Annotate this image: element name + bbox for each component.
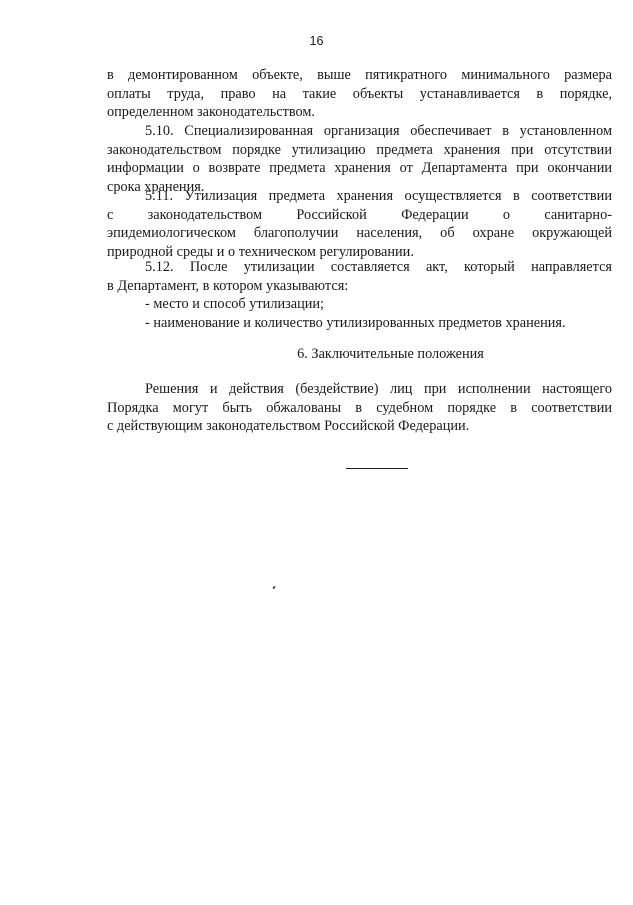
- text-line: 5.12. После утилизации составляется акт, который направляется: [145, 259, 612, 275]
- closing-rule: [346, 468, 408, 469]
- text-line: Порядка могут быть обжалованы в судебном порядке в соответствии: [107, 399, 612, 416]
- section-heading: 6. Заключительные положения: [297, 346, 484, 362]
- text-line: с законодательством Российской Федерации о санитарно-: [107, 206, 612, 223]
- paragraph-continuation: [107, 66, 612, 122]
- text-line: Решения и действия (бездействие) лиц при исполнении настоящего: [145, 381, 612, 397]
- paragraph-5-11: [107, 187, 612, 261]
- text-line: 5.10. Специализированная организация обеспечивает в установленном: [145, 123, 612, 139]
- text-line: в Департамент, в котором указываются:: [107, 277, 349, 294]
- paragraph-final: [107, 380, 612, 436]
- text-line: с действующим законодательством Российской Федерации.: [107, 418, 470, 435]
- text-line: природной среды и о техническом регулировании.: [107, 243, 414, 260]
- paragraph-5-12: [107, 258, 612, 332]
- list-item: - место и способ утилизации;: [145, 296, 325, 313]
- paragraph-5-10: [107, 122, 612, 196]
- scan-artifact: [272, 586, 275, 590]
- text-line: 5.11. Утилизация предмета хранения осуществляется в соответствии: [145, 188, 612, 204]
- text-line: эпидемиологическом благополучии населения, об охране окружающей: [107, 225, 612, 242]
- text-line: определенном законодательством.: [107, 104, 315, 121]
- text-line: срока хранения.: [107, 178, 205, 195]
- text-line: в демонтированном объекте, выше пятикратного минимального размера: [107, 67, 612, 83]
- text-line: оплаты труда, право на такие объекты устанавливается в порядке,: [107, 85, 612, 102]
- text-line: информации о возврате предмета хранения от Департамента при окончании: [107, 160, 612, 177]
- text-line: законодательством порядке утилизацию предмета хранения при отсутствии: [107, 141, 612, 158]
- page-number: 16: [309, 34, 324, 48]
- list-item: - наименование и количество утилизированных предметов хранения.: [145, 314, 566, 331]
